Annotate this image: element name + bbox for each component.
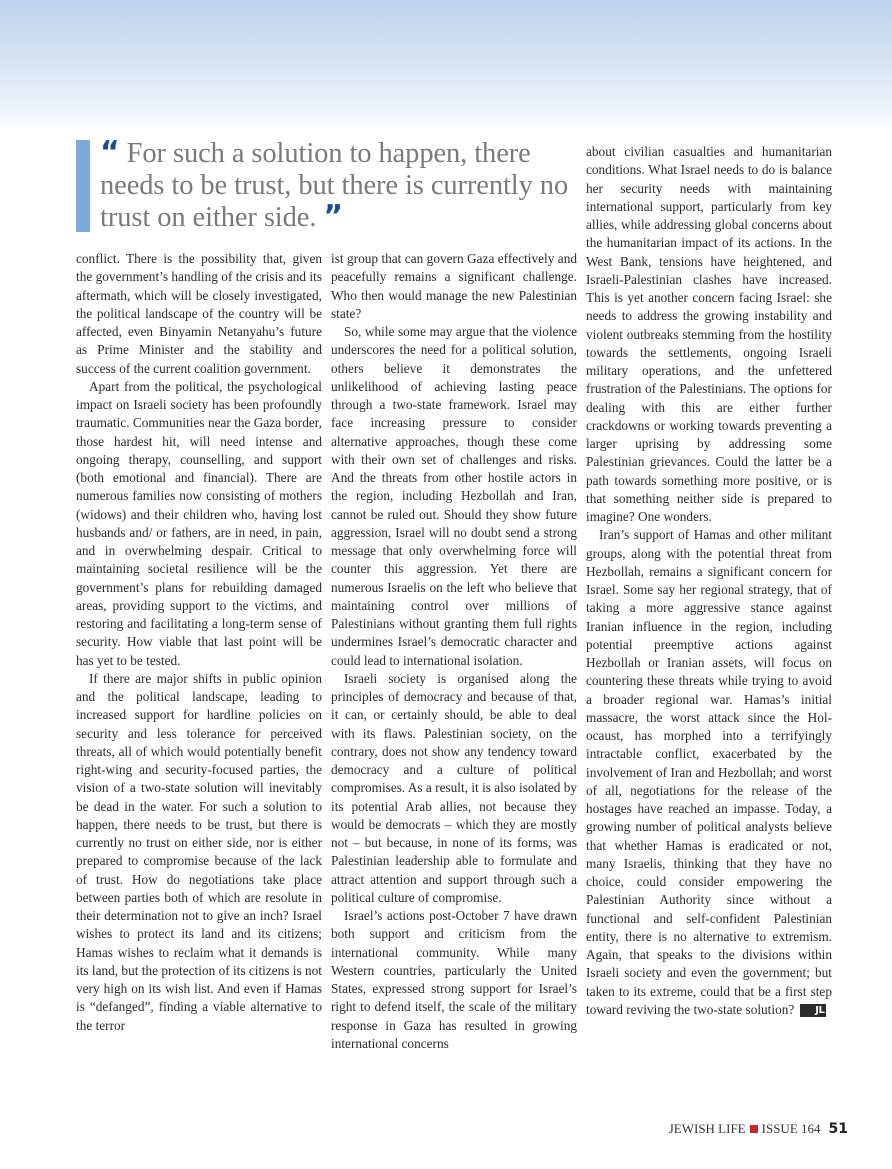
paragraph: about civilian casualties and humanitarian conditions. What Israel needs to do is balance her security needs with maintaining international support, particularly from key allies, while addressing global concerns about the humanitarian impact of its actions. In the West Bank, tensions have heightened, and Israeli-Palestinian clashes have increased. This is yet another concern facing Israel: she needs to address the growing instability and violent outbreaks stemming from the hostility towards the settlements, ongoing Israeli military operations, and the unfettered frustration of the Palestinians. The options for dealing with this are either further crackdowns or working towards preventing a larger uprising by addressing some Palestinian grievances. Could the latter be a path towards something more positive, or is that something neither side is prepared to imagine? One wonders.: [586, 144, 832, 524]
paragraph-text: Iran’s support of Hamas and other militant groups, along with the potential threat from Hezbollah, remains a significant concern for Israel. Some say her regional strategy, that of taking a more aggressive stance against Iranian influence in the region, including potential preemptive actions against Hezbollah or Iranian assets, will focus on countering these threats while trying to avoid a broader regional war. Hamas’s initial massacre, the worst attack since the Holocaust, has morphed into a terrifyingly intractable conflict, exacerbated by the involvement of Iran and Hezbollah; and worst of all, negotiations for the release of the hostages have reached an impasse. Today, a growing number of political analysts believe that whether Hamas is eradicated or not, many Israelis, thinking that they have no choice, could consider empowering the Palestinian Authority since without a functional and self-confident Palestinian entity, there is no alternative to extremism. Again, that speaks to the divisions within Israeli society and even the government; but taken to its extreme, could that be a first step toward reviving the two-state solution?: [586, 527, 832, 1017]
publication-name: JEWISH LIFE: [668, 1121, 746, 1136]
issue-label: ISSUE 164: [761, 1121, 821, 1136]
open-quote-icon: “: [100, 135, 120, 170]
end-mark-icon: JL: [800, 1004, 826, 1017]
header-gradient-band: [0, 0, 892, 130]
paragraph: ist group that can govern Gaza effectively and peacefully remains a significant challenge. Who then would manage the new Palestinian state?: [331, 251, 577, 321]
article-column-3: [586, 143, 832, 1019]
close-quote-icon: ”: [323, 199, 344, 234]
paragraph: Israeli society is organised along the principles of democracy and because of that, it can, or certainly should, be able to deal with its flaws. Palestinian society, on the contrary, does not show any tendency toward democracy and a culture of political compromises. As a result, it is also isolated by its potential Arab allies, not because they would be democrats – which they are mostly not – but because, in none of its forms, was Palestinian leadership able to formulate and attract attention and support through such a political culture of compromise.: [331, 670, 577, 905]
paragraph-last: [586, 526, 832, 1019]
pull-quote-text: For such a solution to happen, there needs to be trust, but there is currently no trust on either side.: [100, 138, 569, 233]
paragraph: conflict. There is the possibility that, given the government’s handling of the crisis and its aftermath, which will be closely investigated, the political landscape of the country will be affected, even Binyamin Netanyahu’s future as Prime Minister and the stability and success of the current coalition government.: [76, 251, 322, 376]
article-column-2: [331, 250, 577, 1053]
paragraph: Apart from the political, the psychological impact on Israeli society has been profoundly traumatic. Communities near the Gaza border, those hardest hit, will need intense and ongoing therapy, counselling, and support (both emotional and financial). There are numerous families now consisting of mothers (widows) and their children who, having lost husbands and/ or fathers, are in need, in pain, and in overwhelming despair. Critical to maintaining societal resilience will be the government’s plans for rebuilding damaged areas, providing support to the victims, and restoring and facilitating a long-term sense of security. How viable that last point will be has yet to be tested.: [76, 378, 322, 668]
page-footer: [669, 1121, 848, 1137]
square-separator-icon: [750, 1125, 758, 1133]
paragraph: Israel’s actions post-October 7 have drawn both support and criticism from the international community. While many Western countries, particularly the United States, expressed strong support for Israel’s right to defend itself, the scale of the military response in Gaza has resulted in growing international concerns: [331, 908, 577, 1051]
page-number: 51: [828, 1121, 848, 1137]
pull-quote-text-block: [100, 135, 580, 234]
pull-quote: [76, 135, 572, 234]
article-column-1: [76, 250, 322, 1035]
paragraph: So, while some may argue that the violence underscores the need for a political solution, others believe it demonstrates the unlikelihood of achieving lasting peace through a two-state framework. Israel may face increasing pressure to consider alternative approaches, though these come with their own set of challenges and risks. And the threats from other hostile actors in the region, including Hezbollah and Iran, cannot be ruled out. Should they show future aggression, Israel will no doubt send a strong message that only overwhelming force will counter this aggression. Yet there are numerous Israelis on the left who believe that maintaining control over millions of Palestinians without granting them full rights undermines Israel’s democratic character and could lead to international isolation.: [331, 324, 577, 668]
paragraph: If there are major shifts in public opinion and the political landscape, leading to increased support for hardline policies on security and less tolerance for perceived threats, all of which would potentially benefit right-wing and security-focused parties, the vision of a two-state solution will inevitably be dead in the water. For such a solution to happen, there needs to be trust, but there is currently no trust on either side, nor is either prepared to compromise because of the lack of trust. How do negotiations take place between parties both of which are resolute in their determination not to give an inch? Israel wishes to protect its land and its citizens; Hamas wishes to reclaim what it demands is its land, but the protection of its citizens is not very high on its wish list. And even if Hamas is “defanged”, finding a viable alternative to the terror: [76, 670, 322, 1033]
pull-quote-bar: [76, 140, 90, 232]
